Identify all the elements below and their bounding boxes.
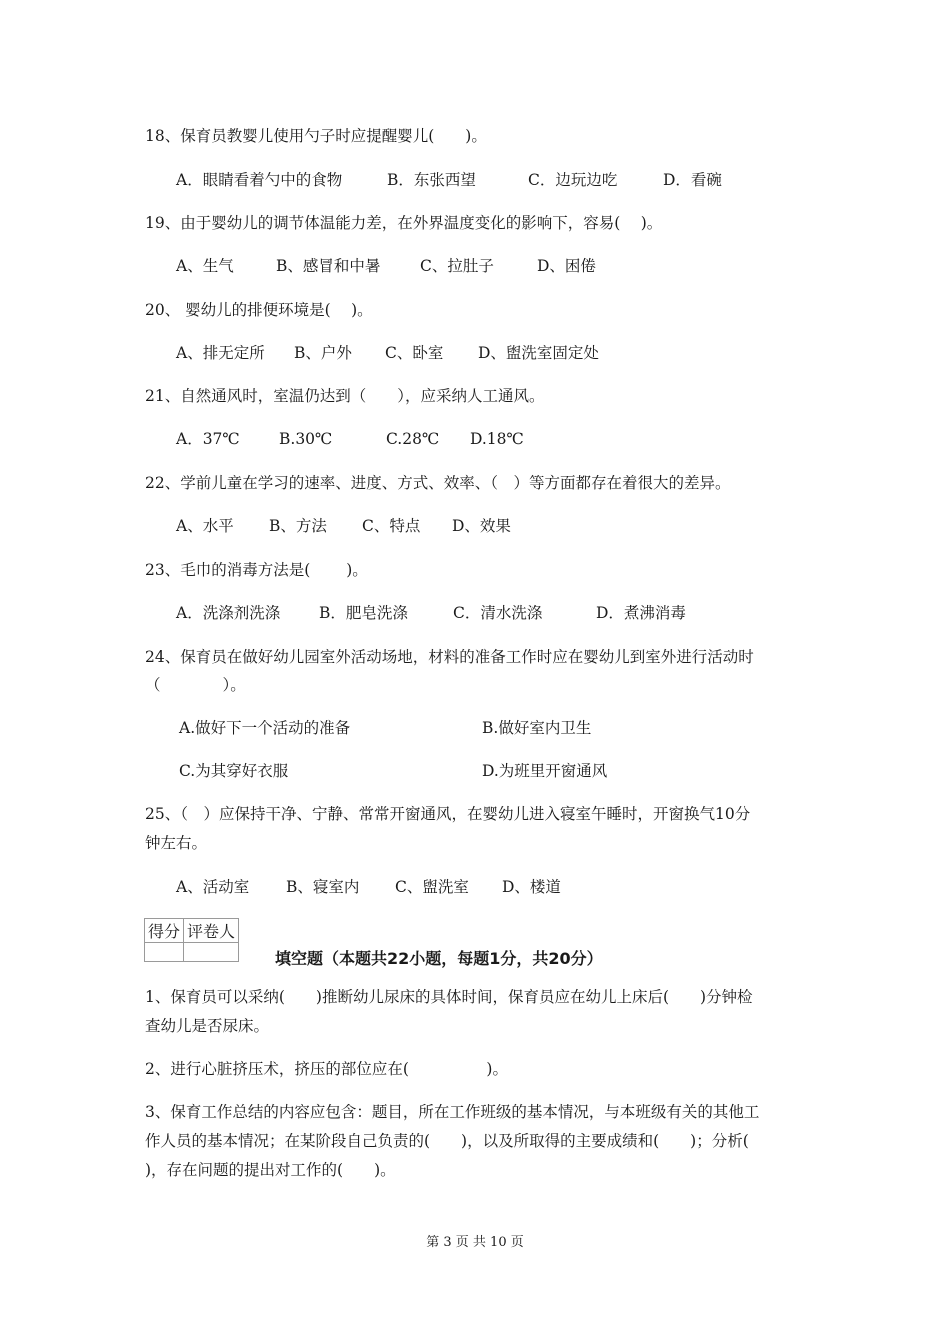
option-b: B．肥皂洗涤 xyxy=(319,604,408,622)
question-20-stem: 20、 婴幼儿的排便环境是( )。 xyxy=(145,301,373,319)
option-c: C.为其穿好衣服 xyxy=(179,762,289,780)
grader-cell xyxy=(184,943,239,962)
score-table xyxy=(144,918,239,962)
option-c: C、盥洗室 xyxy=(395,878,469,896)
fill-question-3-line-3: )，存在问题的提出对工作的( )。 xyxy=(145,1161,396,1179)
option-a: A．37℃ xyxy=(176,430,240,448)
option-d: D、盥洗室固定处 xyxy=(478,344,599,362)
option-d: D.18℃ xyxy=(470,430,524,448)
question-25-stem-line-2: 钟左右。 xyxy=(145,834,208,852)
fill-question-3-line-2: 作人员的基本情况；在某阶段自己负责的( )，以及所取得的主要成绩和( )；分析( xyxy=(145,1132,749,1150)
option-b: B．东张西望 xyxy=(387,171,476,189)
option-b: B、寝室内 xyxy=(286,878,360,896)
option-d: D、困倦 xyxy=(537,257,596,275)
option-c: C.28℃ xyxy=(386,430,440,448)
option-a: A、水平 xyxy=(176,517,234,535)
option-a: A．眼睛看着勺中的食物 xyxy=(176,171,343,189)
option-c: C、卧室 xyxy=(385,344,444,362)
question-23-stem: 23、毛巾的消毒方法是( )。 xyxy=(145,561,368,579)
question-18-stem: 18、保育员教婴儿使用勺子时应提醒婴儿( )。 xyxy=(145,127,487,145)
fill-question-2-line-1: 2、进行心脏挤压术，挤压的部位应在( )。 xyxy=(145,1060,508,1078)
question-24-stem-line-1: 24、保育员在做好幼儿园室外活动场地，材料的准备工作时应在婴幼儿到室外进行活动时 xyxy=(145,648,754,666)
page-footer: 第 3 页 共 10 页 xyxy=(426,1235,524,1250)
fill-question-1-line-1: 1、保育员可以采纳( )推断幼儿尿床的具体时间，保育员应在幼儿上床后( )分钟检 xyxy=(145,988,753,1006)
fill-question-3-line-1: 3、保育工作总结的内容应包含：题目，所在工作班级的基本情况，与本班级有关的其他工 xyxy=(145,1103,760,1121)
option-c: C．清水洗涤 xyxy=(453,604,543,622)
question-21-stem: 21、自然通风时，室温仍达到（ ），应采纳人工通风。 xyxy=(145,387,545,405)
option-d: D、效果 xyxy=(452,517,511,535)
option-a: A、排无定所 xyxy=(176,344,265,362)
option-d: D.为班里开窗通风 xyxy=(482,762,608,780)
question-24-stem-line-2: （ ）。 xyxy=(145,676,246,694)
option-b: B、户外 xyxy=(294,344,352,362)
score-label: 得分 xyxy=(145,919,184,943)
option-b: B、感冒和中暑 xyxy=(276,257,381,275)
score-cell xyxy=(145,943,184,962)
option-a: A.做好下一个活动的准备 xyxy=(179,719,351,737)
fill-question-1-line-2: 查幼儿是否尿床。 xyxy=(145,1017,270,1035)
option-d: D．看碗 xyxy=(663,171,722,189)
option-c: C、特点 xyxy=(362,517,421,535)
option-b: B.30℃ xyxy=(279,430,333,448)
option-a: A、活动室 xyxy=(176,878,250,896)
grader-label: 评卷人 xyxy=(184,919,239,943)
option-b: B、方法 xyxy=(269,517,327,535)
option-a: A、生气 xyxy=(176,257,234,275)
option-c: C．边玩边吃 xyxy=(528,171,618,189)
option-b: B.做好室内卫生 xyxy=(482,719,592,737)
section-title: 填空题（本题共22小题，每题1分，共20分） xyxy=(275,949,603,968)
question-19-stem: 19、由于婴幼儿的调节体温能力差，在外界温度变化的影响下，容易( )。 xyxy=(145,214,663,232)
question-25-stem-line-1: 25、（ ）应保持干净、宁静、常常开窗通风，在婴幼儿进入寝室午睡时，开窗换气10分 xyxy=(145,805,751,823)
option-c: C、拉肚子 xyxy=(420,257,494,275)
question-22-stem: 22、学前儿童在学习的速率、进度、方式、效率、（ ）等方面都存在着很大的差异。 xyxy=(145,474,731,492)
option-a: A．洗涤剂洗涤 xyxy=(176,604,281,622)
option-d: D、楼道 xyxy=(502,878,561,896)
option-d: D．煮沸消毒 xyxy=(596,604,686,622)
